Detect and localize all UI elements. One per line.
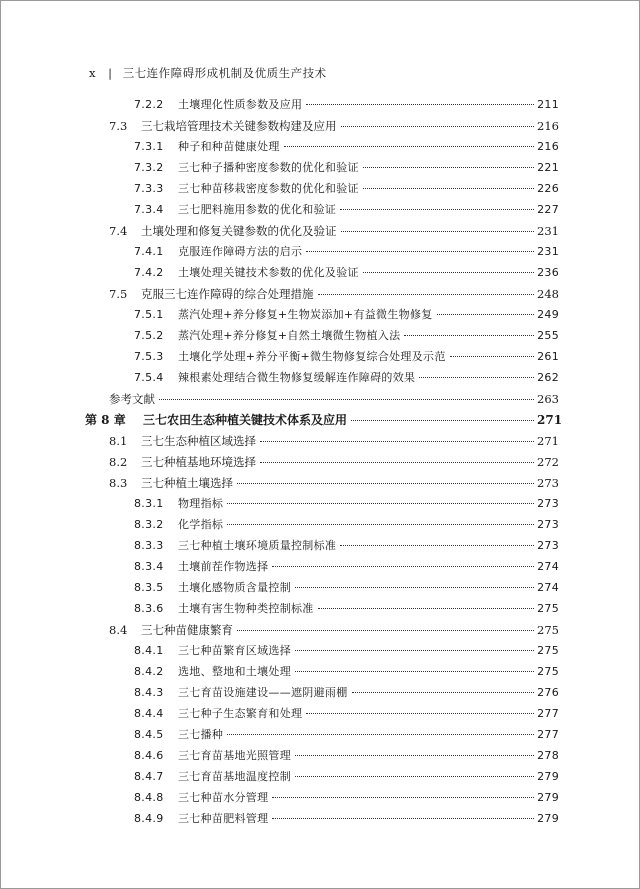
toc-entry-title: 土壤处理关键技术参数的优化及验证 <box>178 266 359 279</box>
toc-entry-page: 275 <box>537 623 559 637</box>
toc-entry-page: 216 <box>537 140 559 153</box>
dot-leader <box>272 797 534 798</box>
dot-leader <box>306 713 534 714</box>
toc-entry-number: 8.4.9 <box>134 812 164 825</box>
toc-entry-page: 255 <box>537 329 559 342</box>
dot-leader <box>272 566 534 567</box>
toc-entry-page: 275 <box>537 602 559 615</box>
toc-entry-page: 231 <box>537 224 559 238</box>
toc-entry-title: 三七种植土壤选择 <box>141 476 233 490</box>
toc-entry-page: 248 <box>537 287 559 301</box>
dot-leader <box>450 356 534 357</box>
toc-entry[interactable] <box>134 705 559 723</box>
dot-leader <box>295 587 534 588</box>
toc-entry[interactable] <box>134 159 559 177</box>
toc-chapter-entry[interactable] <box>85 411 563 429</box>
toc-entry-number: 7.5.3 <box>134 350 164 363</box>
toc-entry-number: 8.3.2 <box>134 518 164 531</box>
toc-entry-title: 化学指标 <box>178 518 224 531</box>
toc-entry-title: 土壤理化性质参数及应用 <box>178 98 303 111</box>
dot-leader <box>260 441 534 442</box>
toc-entry-title: 蒸汽处理+养分修复+自然土壤微生物植入法 <box>178 329 401 342</box>
header-separator: | <box>108 66 113 80</box>
toc-entry-title: 选地、整地和土壤处理 <box>178 665 291 678</box>
toc-entry-title: 种子和种苗健康处理 <box>178 140 280 153</box>
toc-entry[interactable] <box>134 180 559 198</box>
toc-entry-page: 271 <box>537 434 559 448</box>
toc-entry-page: 227 <box>537 203 559 216</box>
toc-entry-number: 7.5.1 <box>134 308 164 321</box>
chapter-number: 第 8 章 <box>85 413 126 427</box>
dot-leader <box>363 167 534 168</box>
dot-leader <box>437 314 534 315</box>
dot-leader <box>419 377 534 378</box>
dot-leader <box>318 294 535 295</box>
toc-entry-page: 275 <box>537 644 559 657</box>
toc-entry-page: 263 <box>537 392 559 406</box>
toc-entry[interactable] <box>134 537 559 555</box>
page-number-roman: x <box>89 66 96 80</box>
toc-entry-page: 279 <box>537 770 559 783</box>
dot-leader <box>284 146 534 147</box>
dot-leader <box>159 399 534 400</box>
toc-entry-title: 三七种子播种密度参数的优化和验证 <box>178 161 359 174</box>
toc-entry-page: 277 <box>537 728 559 741</box>
toc-entry-number: 8.1 <box>109 434 128 448</box>
dot-leader <box>227 503 534 504</box>
toc-entry-title: 土壤前茬作物选择 <box>178 560 269 573</box>
toc-entry-title: 三七种苗繁育区域选择 <box>178 644 291 657</box>
toc-entry-page: 272 <box>537 455 559 469</box>
dot-leader <box>363 272 534 273</box>
toc-entry-number: 8.4.3 <box>134 686 164 699</box>
toc-entry-title: 三七育苗基地光照管理 <box>178 749 291 762</box>
chapter-title: 三七农田生态种植关键技术体系及应用 <box>143 413 348 427</box>
toc-entry-number: 7.2.2 <box>134 98 164 111</box>
toc-entry-page: 249 <box>537 308 559 321</box>
toc-entry[interactable] <box>109 390 559 408</box>
toc-entry-page: 279 <box>537 812 559 825</box>
toc-entry-page: 262 <box>537 371 559 384</box>
dot-leader <box>295 650 534 651</box>
toc-entry-number: 8.4.2 <box>134 665 164 678</box>
toc-entry-number: 8.3.6 <box>134 602 164 615</box>
toc-entry-page: 236 <box>537 266 559 279</box>
toc-entry-title: 三七育苗基地温度控制 <box>178 770 291 783</box>
toc-entry-title: 土壤有害生物种类控制标准 <box>178 602 314 615</box>
toc-entry-page: 273 <box>537 476 559 490</box>
toc-entry[interactable] <box>134 495 559 513</box>
toc-entry-title: 克服连作障碍方法的启示 <box>178 245 303 258</box>
toc-entry[interactable] <box>109 474 559 492</box>
toc-entry-title: 三七种苗健康繁育 <box>141 623 233 637</box>
toc-entry-title: 土壤化学处理+养分平衡+微生物修复综合处理及示范 <box>178 350 446 363</box>
toc-entry-number: 8.3.3 <box>134 539 164 552</box>
toc-entry-title: 三七种苗肥料管理 <box>178 812 269 825</box>
toc-entry-number: 8.4.5 <box>134 728 164 741</box>
toc-entry-number: 7.3.4 <box>134 203 164 216</box>
toc-entry-page: 273 <box>537 497 559 510</box>
toc-entry[interactable] <box>109 222 559 240</box>
toc-entry-page: 261 <box>537 350 559 363</box>
toc-entry-page: 211 <box>537 98 559 111</box>
toc-entry[interactable] <box>134 768 559 786</box>
toc-entry-number: 8.3 <box>109 476 128 490</box>
dot-leader <box>295 776 534 777</box>
toc-entry-number: 8.4.7 <box>134 770 164 783</box>
toc-entry-number: 7.3.1 <box>134 140 164 153</box>
dot-leader <box>227 734 534 735</box>
dot-leader <box>340 209 534 210</box>
toc-entry[interactable] <box>134 327 559 345</box>
dot-leader <box>352 692 535 693</box>
running-header <box>89 65 327 81</box>
toc-entry-title: 三七栽培管理技术关键参数构建及应用 <box>141 119 337 133</box>
toc-entry-title: 三七育苗设施建设——遮阴避雨棚 <box>178 686 348 699</box>
toc-entry-page: 231 <box>537 245 559 258</box>
toc-entry[interactable] <box>134 264 559 282</box>
toc-entry[interactable] <box>134 789 559 807</box>
toc-entry[interactable] <box>134 243 559 261</box>
dot-leader <box>237 483 534 484</box>
toc-entry-number: 7.3.3 <box>134 182 164 195</box>
toc-entry[interactable] <box>109 285 559 303</box>
dot-leader <box>295 671 534 672</box>
toc-entry[interactable] <box>109 117 559 135</box>
dot-leader <box>237 630 534 631</box>
toc-entry-number: 7.5.2 <box>134 329 164 342</box>
toc-entry-title: 物理指标 <box>178 497 224 510</box>
toc-entry-title: 三七播种 <box>178 728 224 741</box>
dot-leader <box>272 818 534 819</box>
toc-entry-page: 274 <box>537 581 559 594</box>
dot-leader <box>341 231 535 232</box>
toc-entry-number: 8.3.5 <box>134 581 164 594</box>
dot-leader <box>227 524 534 525</box>
toc-entry-page: 275 <box>537 665 559 678</box>
toc-entry[interactable] <box>109 453 559 471</box>
dot-leader <box>306 104 534 105</box>
toc-entry-number: 8.4.8 <box>134 791 164 804</box>
toc-entry-page: 277 <box>537 707 559 720</box>
toc-entry-title: 三七种植土壤环境质量控制标准 <box>178 539 337 552</box>
toc-entry-number: 8.2 <box>109 455 128 469</box>
toc-entry[interactable] <box>134 579 559 597</box>
toc-entry-title: 三七种苗水分管理 <box>178 791 269 804</box>
toc-entry-number: 8.3.1 <box>134 497 164 510</box>
toc-entry-title: 三七种植基地环境选择 <box>141 455 256 469</box>
toc-entry-number: 7.4 <box>109 224 128 238</box>
toc-entry-page: 274 <box>537 560 559 573</box>
toc-entry-page: 278 <box>537 749 559 762</box>
toc-entry-number: 8.4.6 <box>134 749 164 762</box>
toc-entry-number: 7.5 <box>109 287 128 301</box>
toc-entry[interactable] <box>134 138 559 156</box>
toc-entry[interactable] <box>134 369 559 387</box>
toc-entry[interactable] <box>134 348 559 366</box>
toc-entry-number: 8.3.4 <box>134 560 164 573</box>
toc-entry[interactable] <box>134 558 559 576</box>
toc-entry-page: 221 <box>537 161 559 174</box>
toc-entry-title: 辣根素处理结合微生物修复缓解连作障碍的效果 <box>178 371 416 384</box>
toc-entry[interactable] <box>134 684 559 702</box>
toc-entry[interactable] <box>109 621 559 639</box>
toc-entry-title: 三七种子生态繁育和处理 <box>178 707 303 720</box>
toc-entry-title: 三七种苗移栽密度参数的优化和验证 <box>178 182 359 195</box>
toc-entry[interactable] <box>134 747 559 765</box>
toc-entry[interactable] <box>109 432 559 450</box>
toc-entry-title: 克服三七连作障碍的综合处理措施 <box>141 287 314 301</box>
toc-entry[interactable] <box>134 516 559 534</box>
toc-entry-page: 273 <box>537 518 559 531</box>
toc-entry-number: 7.3.2 <box>134 161 164 174</box>
toc-entry[interactable] <box>134 306 559 324</box>
toc-entry-page: 226 <box>537 182 559 195</box>
toc-entry[interactable] <box>134 642 559 660</box>
toc-entry-title: 土壤化感物质含量控制 <box>178 581 291 594</box>
toc-entry-number: 7.4.1 <box>134 245 164 258</box>
toc-entry-page: 276 <box>537 686 559 699</box>
toc-entry-title: 蒸汽处理+养分修复+生物炭添加+有益微生物修复 <box>178 308 433 321</box>
dot-leader <box>363 188 534 189</box>
toc-entry[interactable] <box>134 96 559 114</box>
toc-entry[interactable] <box>134 810 559 828</box>
toc-entry-number: 7.5.4 <box>134 371 164 384</box>
dot-leader <box>404 335 534 336</box>
toc-entry[interactable] <box>134 726 559 744</box>
toc-entry-number: 7.4.2 <box>134 266 164 279</box>
dot-leader <box>295 755 534 756</box>
dot-leader <box>318 608 534 609</box>
toc-entry-title: 土壤处理和修复关键参数的优化及验证 <box>141 224 337 238</box>
dot-leader <box>260 462 534 463</box>
toc-entry[interactable] <box>134 201 559 219</box>
toc-entry-page: 273 <box>537 539 559 552</box>
toc-entry-number: 8.4.1 <box>134 644 164 657</box>
toc-entry[interactable] <box>134 663 559 681</box>
toc-entry-number: 8.4.4 <box>134 707 164 720</box>
book-title: 三七连作障碍形成机制及优质生产技术 <box>122 66 327 80</box>
dot-leader <box>340 545 534 546</box>
toc-entry[interactable] <box>134 600 559 618</box>
toc-entry-title: 三七肥料施用参数的优化和验证 <box>178 203 337 216</box>
toc-entry-title: 参考文献 <box>109 392 155 406</box>
toc-entry-number: 8.4 <box>109 623 128 637</box>
dot-leader <box>351 420 534 421</box>
toc-entry-title: 三七生态种植区域选择 <box>141 434 256 448</box>
toc-entry-page: 216 <box>537 119 559 133</box>
toc-entry-page: 271 <box>537 413 563 427</box>
dot-leader <box>306 251 534 252</box>
toc-entry-number: 7.3 <box>109 119 128 133</box>
toc-entry-page: 279 <box>537 791 559 804</box>
dot-leader <box>341 126 535 127</box>
